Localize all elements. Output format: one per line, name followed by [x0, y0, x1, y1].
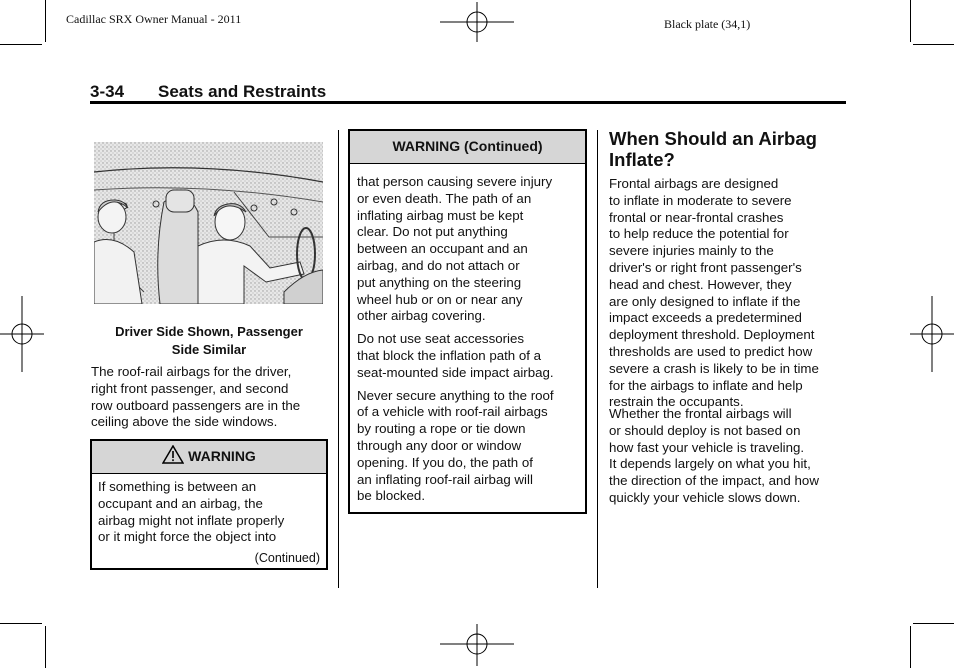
section-rule	[90, 101, 846, 104]
frontal-airbag-paragraph	[609, 176, 849, 411]
text-line: wheel hub or on or near any	[357, 291, 523, 307]
text-line: the direction of the impact, and how	[609, 473, 819, 489]
text-line: be blocked.	[357, 488, 426, 504]
text-line: put anything on the steering	[357, 274, 522, 290]
manual-title: Cadillac SRX Owner Manual - 2011	[66, 12, 242, 26]
text-line: that block the inflation path of a	[357, 347, 542, 363]
text-line: airbag, and do not attach or	[357, 257, 520, 273]
warning-body	[92, 474, 326, 567]
text-line: The roof-rail airbags for the driver,	[91, 364, 292, 379]
text-line: row outboard passengers are in the	[91, 397, 301, 413]
text-line: or even death. The path of an	[357, 190, 532, 206]
warning-continued-box	[348, 129, 587, 514]
warning-header	[92, 441, 326, 474]
crop-mark	[910, 0, 911, 42]
warning-continued-header: WARNING (Continued)	[350, 131, 585, 164]
registration-target-right	[910, 296, 954, 372]
text-line: are only designed to inflate if the	[609, 293, 801, 309]
text-line: ceiling above the side windows.	[91, 414, 278, 430]
plate-label: Black plate (34,1)	[664, 17, 751, 31]
text-line: to help reduce the potential for	[609, 226, 789, 242]
crop-mark	[910, 626, 911, 668]
column-divider	[338, 130, 339, 588]
warning-triangle-icon	[162, 445, 184, 464]
text-line: deployment threshold. Deployment	[609, 327, 815, 343]
figure-caption	[90, 323, 328, 359]
warning-paragraph-3	[357, 388, 579, 506]
crop-mark	[45, 626, 46, 668]
text-line: quickly your vehicle slows down.	[609, 489, 801, 505]
text-line: frontal or near-frontal crashes	[609, 209, 784, 225]
text-line: how fast your vehicle is traveling.	[609, 439, 805, 455]
crop-mark	[913, 623, 954, 624]
caption-line: Driver Side Shown, Passenger	[115, 324, 303, 339]
text-line: Do not use seat accessories	[357, 331, 525, 347]
warning-continued-body	[350, 164, 585, 505]
text-line: that person causing severe injury	[357, 174, 553, 189]
column-divider	[597, 130, 598, 588]
warning-title: WARNING	[188, 448, 256, 464]
text-line: or it might force the object into	[98, 529, 277, 545]
airbag-illustration	[94, 142, 323, 304]
text-line: Whether the frontal airbags will	[609, 406, 792, 421]
warning-box	[90, 439, 328, 570]
text-line: for the airbags to inflate and help	[609, 377, 803, 393]
heading-line: Inflate?	[609, 149, 675, 170]
text-line: severe injuries mainly to the	[609, 243, 774, 259]
text-line: right front passenger, and second	[91, 380, 289, 396]
text-line: If something is between an	[98, 479, 257, 494]
registration-target-left	[0, 296, 44, 372]
text-line: an inflating roof-rail airbag will	[357, 471, 533, 487]
text-line: inflating airbag must be kept	[357, 207, 524, 223]
text-line: of a vehicle with roof-rail airbags	[357, 404, 548, 420]
crop-mark	[0, 44, 42, 45]
text-line: between an occupant and an	[357, 241, 528, 257]
crop-mark	[0, 623, 42, 624]
caption-line: Side Similar	[171, 342, 247, 357]
text-line: clear. Do not put anything	[357, 224, 508, 240]
continued-label: (Continued)	[254, 551, 320, 566]
text-line: seat-mounted side impact airbag.	[357, 364, 554, 380]
page-number: 3-34	[90, 82, 125, 101]
section-heading	[609, 128, 849, 170]
text-line: It depends largely on what you hit,	[609, 456, 811, 472]
text-line: airbag might not inflate properly	[98, 512, 285, 528]
text-line: Frontal airbags are designed	[609, 176, 779, 191]
section-title: Seats and Restraints	[158, 82, 327, 101]
text-line: thresholds are used to predict how	[609, 343, 813, 359]
text-line: driver's or right front passenger's	[609, 259, 802, 275]
registration-target-bottom	[440, 622, 514, 666]
text-line: Never secure anything to the roof	[357, 387, 554, 403]
text-line: severe a crash is likely to be in time	[609, 360, 819, 376]
text-line: by routing a rope or tie down	[357, 421, 526, 437]
text-line: occupant and an airbag, the	[98, 495, 263, 511]
text-line: or should deploy is not based on	[609, 422, 801, 438]
text-line: impact exceeds a predetermined	[609, 310, 802, 326]
warning-paragraph-1	[357, 174, 579, 325]
text-line: head and chest. However, they	[609, 276, 792, 292]
crop-mark	[45, 0, 46, 42]
roof-rail-paragraph	[91, 364, 331, 431]
text-line: to inflate in moderate to severe	[609, 192, 792, 208]
warning-paragraph-2	[357, 331, 579, 381]
heading-line: When Should an Airbag	[609, 128, 817, 149]
deployment-paragraph	[609, 406, 849, 507]
text-line: restrain the occupants.	[609, 394, 744, 410]
text-line: other airbag covering.	[357, 308, 486, 324]
text-line: through any door or window	[357, 437, 522, 453]
text-line: opening. If you do, the path of	[357, 454, 533, 470]
registration-target-top	[440, 2, 514, 46]
crop-mark	[913, 44, 954, 45]
